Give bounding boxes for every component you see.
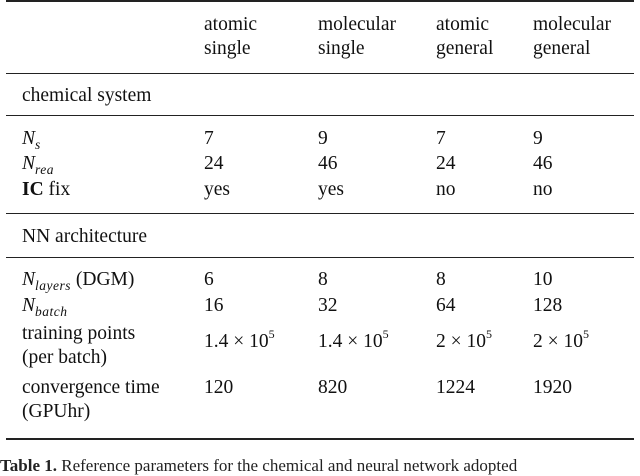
table-cell: 24 — [436, 153, 456, 174]
table-caption: Table 1. Reference parameters for the chemical and neural network adopted — [0, 456, 518, 475]
row-label: training points (per batch) — [22, 323, 136, 368]
section-heading: NN architecture — [22, 226, 148, 247]
table-cell: $2 \times 10^5$ — [436, 327, 492, 352]
table-cell: 24 — [204, 153, 224, 174]
table-cell: $1.4 \times 10^5$ — [318, 327, 389, 352]
table-cell: 1920 — [533, 377, 572, 398]
table-cell: 10 — [533, 269, 553, 290]
column-header: molecular general — [533, 14, 611, 59]
table-cell: 9 — [318, 128, 328, 149]
table-top-rule — [6, 0, 634, 2]
section-rule-2 — [6, 213, 634, 214]
table-cell: 46 — [533, 153, 553, 174]
section-rule-3 — [6, 257, 634, 258]
table-cell: no — [533, 179, 553, 200]
table-cell: 16 — [204, 295, 224, 316]
table-cell: yes — [204, 179, 230, 200]
row-label: $N_s$ — [22, 128, 41, 152]
table-cell: 1224 — [436, 377, 475, 398]
table-cell: 8 — [436, 269, 446, 290]
table-bottom-rule — [6, 438, 634, 440]
section-rule-1 — [6, 115, 634, 116]
table-cell: 7 — [204, 128, 214, 149]
row-label: $N_{rea}$ — [22, 153, 55, 177]
table-cell: $1.4 \times 10^5$ — [204, 327, 275, 352]
table-cell: 128 — [533, 295, 563, 316]
table-cell: 7 — [436, 128, 446, 149]
column-header: atomic general — [436, 14, 494, 59]
table-cell: 64 — [436, 295, 456, 316]
table-cell: 8 — [318, 269, 328, 290]
table-cell: $2 \times 10^5$ — [533, 327, 589, 352]
table-cell: 9 — [533, 128, 543, 149]
table-cell: yes — [318, 179, 344, 200]
row-label: $N_{batch}$ — [22, 295, 68, 319]
section-heading: chemical system — [22, 85, 152, 106]
table-cell: 6 — [204, 269, 214, 290]
row-label: $N_{layers}$ (DGM) — [22, 269, 135, 293]
table-cell: 120 — [204, 377, 234, 398]
header-rule — [6, 73, 634, 74]
table-cell: 46 — [318, 153, 338, 174]
row-label: IC fix — [22, 179, 71, 200]
column-header: molecular single — [318, 14, 396, 59]
table-cell: no — [436, 179, 456, 200]
table-cell: 820 — [318, 377, 348, 398]
table-cell: 32 — [318, 295, 338, 316]
column-header: atomic single — [204, 14, 258, 59]
row-label: convergence time (GPUhr) — [22, 377, 160, 422]
